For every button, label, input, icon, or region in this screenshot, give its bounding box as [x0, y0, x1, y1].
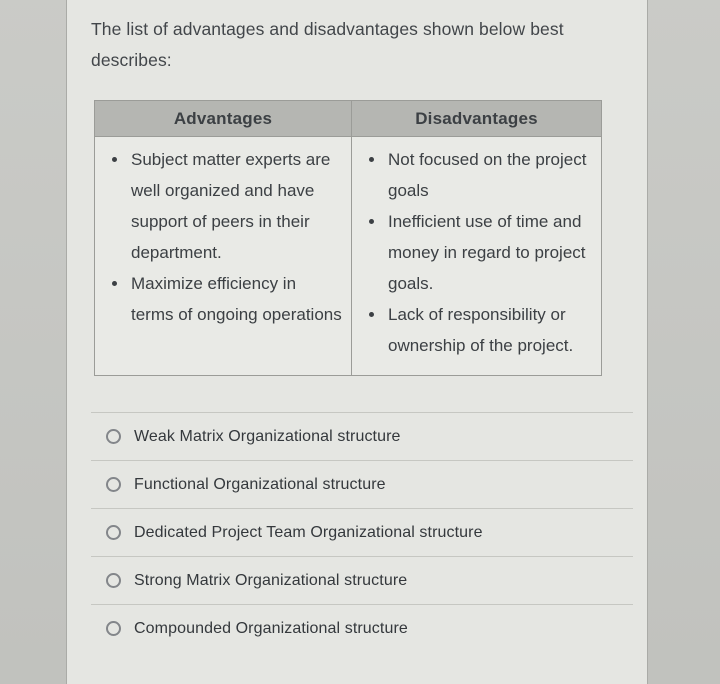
option-compounded[interactable] — [91, 604, 633, 652]
advantages-column-header: Advantages — [95, 101, 352, 137]
list-item: • Lack of responsibility or ownership of the project. — [386, 299, 593, 361]
option-label: Dedicated Project Team Organizational structure — [134, 523, 483, 541]
advantages-list — [103, 144, 343, 330]
radio-button[interactable] — [106, 429, 121, 444]
radio-button[interactable] — [106, 477, 121, 492]
question-text: The list of advantages and disadvantages shown below best describes: — [91, 19, 564, 70]
table-header-row — [95, 101, 602, 137]
radio-button[interactable] — [106, 573, 121, 588]
option-weak-matrix[interactable] — [91, 412, 633, 460]
advantages-cell — [95, 137, 352, 376]
list-item: • Inefficient use of time and money in regard to project goals. — [386, 206, 593, 299]
list-item: • Maximize efficiency in terms of ongoing operations — [129, 268, 343, 330]
table-body-row — [95, 137, 602, 376]
answer-options — [91, 412, 633, 652]
option-dedicated-project-team[interactable] — [91, 508, 633, 556]
disadvantages-column-header: Disadvantages — [352, 101, 602, 137]
disadvantages-list — [360, 144, 593, 361]
question-card — [66, 0, 648, 684]
radio-button[interactable] — [106, 621, 121, 636]
advantages-disadvantages-table — [94, 100, 602, 376]
option-label: Strong Matrix Organizational structure — [134, 571, 408, 589]
list-item: • Subject matter experts are well organized and have support of peers in their department. — [129, 144, 343, 268]
option-functional[interactable] — [91, 460, 633, 508]
option-strong-matrix[interactable] — [91, 556, 633, 604]
option-label: Weak Matrix Organizational structure — [134, 427, 401, 445]
option-label: Compounded Organizational structure — [134, 619, 408, 637]
disadvantages-cell — [352, 137, 602, 376]
radio-button[interactable] — [106, 525, 121, 540]
list-item: • Not focused on the project goals — [386, 144, 593, 206]
option-label: Functional Organizational structure — [134, 475, 386, 493]
